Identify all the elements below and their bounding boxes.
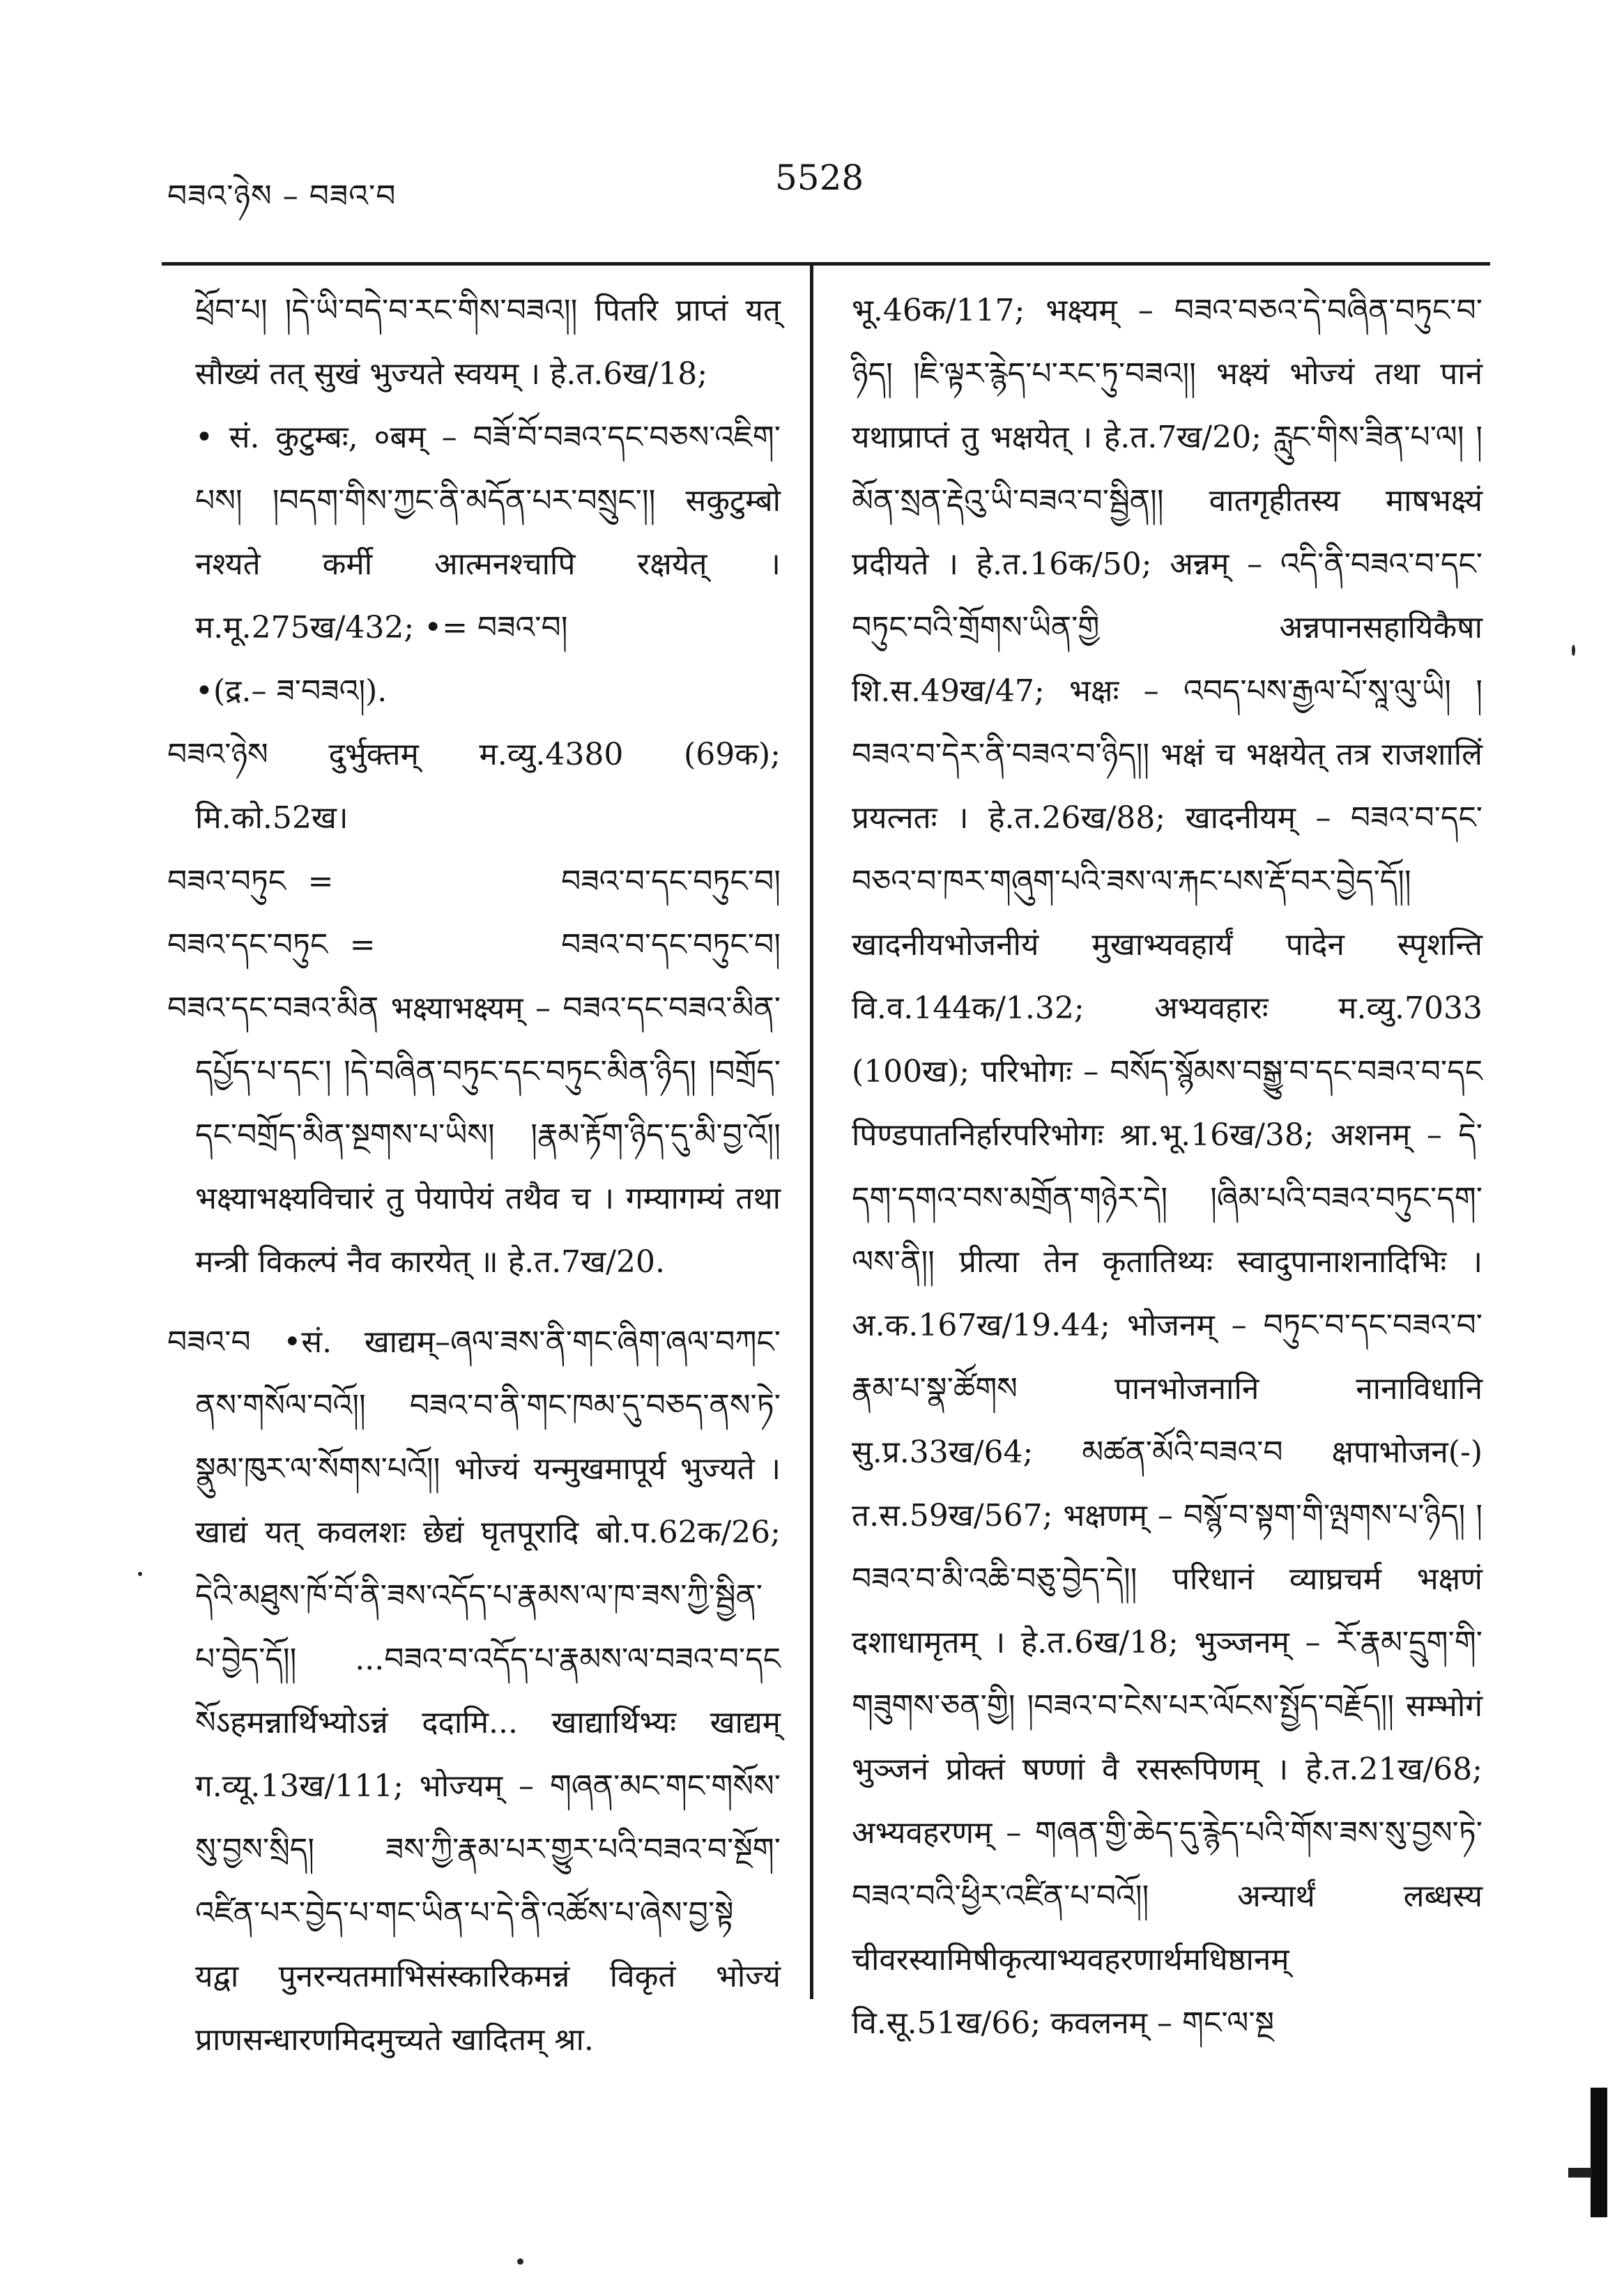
scan-mark [517, 2258, 523, 2265]
scan-edge-artifact [1568, 2168, 1592, 2178]
sense-kutumba: • सं. कुटुम्बः, ०बम् – བཟོ་བོ་བཟའ་དང་བཅས་འཇིག་པས། །བདག་གིས་ཀྱང་ནི་མདོན་པར་བསྲུང་།། सकुटुम्बो नश्यते कर्मी आत्मनश्चापि रक्षयेत् । म.मू.275ख/432; •= བཟའ་བ། [195, 420, 781, 645]
equivalence-row [167, 850, 781, 913]
scan-mark [138, 1572, 142, 1576]
left-column [167, 279, 781, 2072]
equals-sign: = [307, 864, 334, 899]
page-number: 5528 [775, 158, 864, 198]
equivalence-row [167, 913, 781, 977]
entry-bzah-nyes: བཟའ་ཉེས दुर्भुक्तम् म.व्यु.4380 (69क); मि.को.52ख। [167, 737, 781, 836]
running-head: བཟའ་ཉེས – བཟའ་བ [167, 178, 397, 214]
right-column [852, 279, 1483, 2055]
equivalent-term: བཟའ་བ་དང་བཏུང་བ། [561, 864, 781, 899]
header-rule [162, 262, 1490, 266]
equals-sign: = [349, 927, 376, 963]
entry-bzah-ba: བཟའ་བ •सं. खाद्यम्–ཞལ་ཟས་ནི་གང་ཞིག་ཞལ་བཀང་ནས་གསོལ་བའོ།། བཟའ་བ་ནི་གང་ཁམ་དུ་བཅད་ནས་ཏེ་སྣུམ་ཁུར་ལ་སོགས་པའོ།། भोज्यं यन्मुखमापूर्य भुज्यते । खाद्यं यत् कवलशः छेद्यं घृतपूरादि बो.प.62क/26; དེའི་མཐུས་ཁོ་བོ་ནི་ཟས་འདོད་པ་རྣམས་ལ་ཁ་ཟས་ཀྱི་སྦྱིན་པ་བྱེད་དོ།། ...བཟའ་བ་འདོད་པ་རྣམས་ལ་བཟའ་བ་དང སོऽहमन्नार्थिभ्योऽन्नं ददामि... खाद्यार्थिभ्यः खाद्यम् ग.व्यू.13ख/111; भोज्यम् – གཞན་མང་གང་གསོས་སུ་བྱས་སྲིད། ཟས་ཀྱི་རྣམ་པར་གྱུར་པའི་བཟའ་བ་སྔོག་འཛིན་པར་བྱེད་པ་གང་ཡིན་པ་དེ་ནི་འཚོས་པ་ཞེས་བྱ་སྟེ यद्वा पुनरन्यतमाभिसंस्कारिकमन्नं विकृतं भोज्यं प्राणसन्धारणमिदमुच्यते खादितम् श्रा. [167, 1324, 781, 2058]
entry-continuation-right: भू.46क/117; भक्ष्यम् – བཟའ་བཅའ་དེ་བཞིན་བཏུང་བ་ཉིད། །ཇི་ལྟར་རྙེད་པ་རང་ཏུ་བཟའ།། भक्ष्यं भोज्यं तथा पानं यथाप्राप्तं तु भक्षयेत् । हे.त.7ख/20; རླུང་གིས་ཟིན་པ་ལ། །མོན་སྲན་རྡེའུ་ཡི་བཟའ་བ་སྦྱིན།། वातगृहीतस्य माषभक्ष्यं प्रदीयते । हे.त.16क/50; अन्नम् – འདི་ནི་བཟའ་བ་དང་བཏུང་བའི་གྲོགས་ཡིན་གྱི अन्नपानसहायिकैषा शि.स.49ख/47; भक्षः – འབད་པས་རྒྱལ་པོ་སཱ་ལུ་ཡི། །བཟའ་བ་དེར་ནི་བཟའ་བ་ཉིད།། भक्षं च भक्षयेत् तत्र राजशालिं प्रयत्नतः । हे.त.26ख/88; खादनीयम् – བཟའ་བ་དང་བཅའ་བ་ཁར་གཞུག་པའི་ཟས་ལ་རྐང་པས་རྡོ་བར་བྱེད་དོ།། खादनीयभोजनीयं मुखाभ्यवहार्यं पादेन स्पृशन्ति वि.व.144क/1.32; अभ्यवहारः म.व्यु.7033 (100ख); परिभोगः – བསོད་སྙོམས་བསྒྱུ་བ་དང་བཟའ་བ་དང पिण्डपातनिर्हारपरिभोगः श्रा.भू.16ख/38; अशनम् – དེ་དག་དགའ་བས་མགྲོན་གཉེར་དེ། །ཞིམ་པའི་བཟའ་བཏུང་དག་ལས་ནི།། प्रीत्या तेन कृतातिथ्यः स्वादुपानाशनादिभिः । अ.क.167ख/19.44; भोजनम् – བཏུང་བ་དང་བཟའ་བ་རྣམ་པ་སྣ་ཚོགས पानभोजनानि नानाविधानि सु.प्र.33ख/64; མཚན་མོའི་བཟའ་བ क्षपाभोजन(-) त.स.59ख/567; भक्षणम् – བསྙོ་བ་སྟག་གི་ལྤགས་པ་ཉིད། །བཟའ་བ་མི་འཆི་བཅུ་བྱེད་དེ།། परिधानं व्याघ्रचर्म भक्षणं दशाधामृतम् । हे.त.6ख/18; भुञ्जनम् – རོ་རྣམ་དྲུག་གི་གཟུགས་ཅན་གྱི། །བཟའ་བ་ངེས་པར་ལོངས་སྤྱོད་བརྗོད།། सम्भोगं भुञ्जनं प्रोक्तं षण्णां वै रसरूपिणम् । हे.त.21ख/68; अभ्यवहरणम् – གཞན་གྱི་ཆེད་དུ་རྙེད་པའི་གོས་ཟས་སུ་བྱས་ཏེ་བཟའ་བའི་ཕྱིར་འཛིན་པ་བའོ།། अन्यार्थं लब्धस्य चीवरस्यामिषीकृत्याभ्यवहरणार्थमधिष्ठानम् वि.सू.51ख/66; कवलनम् – གང་ལ་སྔ [852, 293, 1483, 2041]
scan-mark [1572, 645, 1575, 656]
entry-continuation: ཕྲོབ་པ། །དེ་ཡི་བདེ་བ་རང་གིས་བཟའ།། पितरि प्राप्तं यत् सौख्यं तत् सुखं भुज्यते स्वयम् । हे.त.6ख/18; [195, 293, 781, 392]
entry-bhakshyabhakshya: བཟའ་དང་བཟའ་མིན भक्ष्याभक्ष्यम् – བཟའ་དང་བཟའ་མིན་དཔྱོད་པ་དང་། །དེ་བཞིན་བཏུང་དང་བཏུང་མིན་ཉིད། །བགྲོད་དང་བགྲོད་མིན་སྔགས་པ་ཡིས། །རྣམ་རྟོག་ཉིད་དུ་མི་བྱ་འོ།། भक्ष्याभक्ष्यविचारं तु पेयापेयं तथैव च । गम्यागम्यं तथा मन्त्री विकल्पं नैव कारयेत् ॥ हे.त.7ख/20. [167, 990, 781, 1280]
cross-reference: •(द्र.– ཟ་བཟའ།). [195, 673, 388, 709]
equivalent-term: བཟའ་བ་དང་བཏུང་བ། [561, 927, 781, 963]
scan-edge-artifact [1591, 2088, 1607, 2217]
headword: བཟའ་དང་བཏུང [167, 927, 328, 963]
headword: བཟའ་བཏུང [167, 864, 286, 899]
column-divider [810, 262, 813, 1999]
